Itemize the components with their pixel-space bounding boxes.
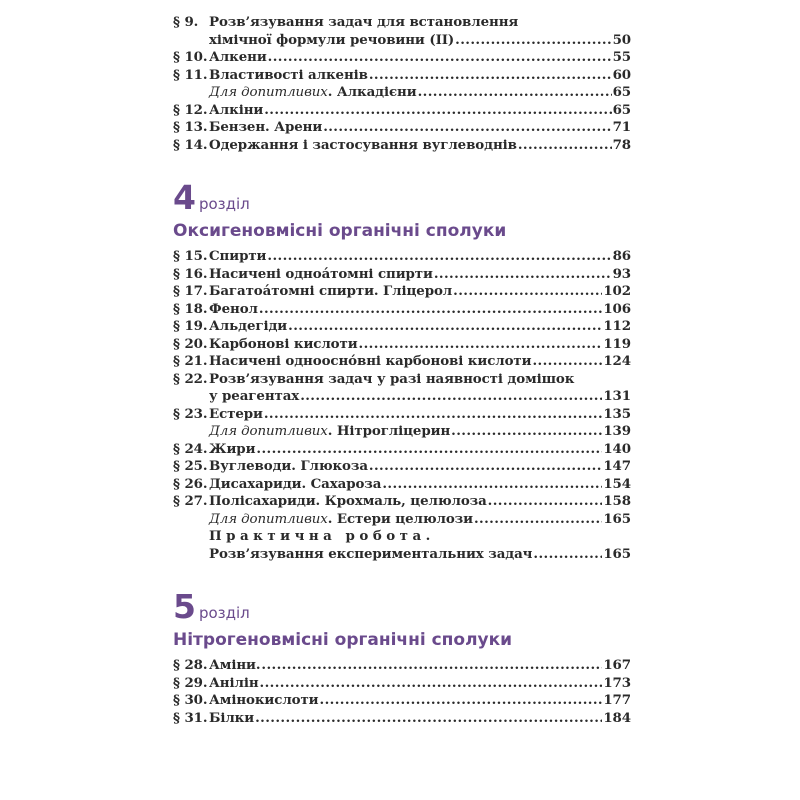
section-number: § 16. (173, 265, 208, 282)
chapter-heading (173, 178, 631, 220)
section-title: Алкіни (209, 101, 264, 118)
section-number: § 19. (173, 318, 208, 334)
section-number: § 28. (173, 657, 208, 673)
extra-title (209, 84, 417, 102)
page-number: 50 (612, 31, 631, 48)
toc-entry[interactable] (173, 353, 631, 371)
section-number: § 13. (173, 119, 208, 135)
page-number: 167 (603, 657, 631, 673)
dot-leader (369, 458, 602, 476)
toc-entry[interactable] (173, 476, 631, 494)
section-number: § 31. (173, 709, 208, 726)
toc-entry[interactable] (173, 336, 631, 354)
page-number: 124 (603, 353, 631, 369)
page-number: 165 (603, 545, 631, 562)
section-number: § 30. (173, 692, 208, 708)
dot-leader (382, 476, 602, 494)
section-title: Багатоáтомні спирти. Гліцерол (209, 283, 453, 299)
section-title: Насичені одноáтомні спирти (209, 265, 433, 282)
section-number: § 20. (173, 335, 208, 352)
extra-title (209, 423, 450, 441)
chapter-title[interactable]: Нітрогеновмісні органічні сполуки (173, 630, 513, 650)
section-title: Насичені одноосно́вні карбонові кислоти (209, 353, 532, 369)
table-of-contents (173, 14, 631, 727)
practical-label: Практична робота. (209, 528, 435, 544)
chapter-number: 5 (173, 587, 196, 626)
section-title: Жири (209, 440, 256, 457)
toc-entry[interactable] (173, 137, 631, 155)
page-number: 184 (603, 709, 631, 726)
section-title: Розв’язування задач у разі наявності домішок (209, 370, 575, 387)
page-number: 55 (612, 49, 631, 65)
toc-entry[interactable] (173, 692, 631, 710)
section-title: Дисахариди. Сахароза (209, 475, 382, 492)
toc-entry[interactable] (173, 710, 631, 728)
page-number: 158 (603, 493, 631, 509)
chapter-word: розділ (198, 604, 250, 622)
toc-entry[interactable] (173, 318, 631, 336)
dot-leader (259, 301, 602, 319)
page-number: 135 (603, 405, 631, 422)
section-title: Вуглеводи. Глюкоза (209, 458, 368, 474)
toc-entry[interactable] (173, 67, 631, 85)
page-number: 112 (603, 318, 631, 334)
section-title: Алкени (209, 49, 267, 65)
dot-leader (260, 675, 603, 693)
toc-entry[interactable] (173, 119, 631, 137)
toc-entry[interactable] (173, 14, 631, 32)
dot-leader (256, 441, 602, 459)
toc-group-chapter-5 (173, 657, 631, 727)
section-number: § 26. (173, 475, 208, 492)
dot-leader (288, 318, 602, 336)
dot-leader (434, 266, 612, 284)
chapter-title[interactable]: Оксигеновмісні органічні сполуки (173, 221, 507, 241)
dot-leader (261, 657, 602, 675)
section-title: Одержання і застосування вуглеводнів (209, 136, 517, 153)
extra-topic: . Алкадієни (327, 84, 417, 100)
section-title: Спирти (209, 248, 267, 264)
page-number: 106 (603, 300, 631, 317)
toc-entry[interactable] (173, 441, 631, 459)
toc-group-top (173, 14, 631, 154)
toc-entry[interactable] (173, 371, 631, 389)
page-number: 177 (603, 692, 631, 708)
toc-entry[interactable] (173, 458, 631, 476)
extra-label: Для допитливих (209, 85, 328, 100)
page-number: 140 (603, 440, 631, 457)
page-number: 154 (603, 475, 631, 492)
page-number: 65 (612, 84, 631, 100)
section-title: Анілін (209, 674, 259, 691)
dot-leader (474, 511, 602, 529)
page-number: 119 (603, 335, 631, 352)
toc-entry-extra[interactable] (173, 423, 631, 441)
extra-title (209, 511, 473, 529)
toc-entry[interactable] (173, 102, 631, 120)
section-title: Амінокислоти (209, 692, 319, 708)
section-number: § 24. (173, 440, 208, 457)
toc-group-chapter-4 (173, 248, 631, 563)
page-number: 60 (612, 66, 631, 83)
toc-entry-continuation[interactable] (173, 388, 631, 406)
dot-leader (267, 248, 611, 266)
dot-leader (264, 102, 611, 120)
section-title-cont: у реагентах (209, 388, 300, 404)
extra-label: Для допитливих (209, 424, 328, 439)
toc-entry-extra[interactable] (173, 511, 631, 529)
dot-leader (418, 84, 612, 102)
page-number: 139 (603, 423, 631, 439)
section-number: § 17. (173, 283, 208, 299)
section-title: Бензен. Арени (209, 119, 323, 135)
dot-leader (264, 406, 602, 424)
section-number: § 15. (173, 248, 208, 264)
section-number: § 10. (173, 49, 208, 65)
page-number: 78 (612, 136, 631, 153)
section-number: § 12. (173, 101, 208, 118)
page-number: 86 (612, 248, 631, 264)
dot-leader (453, 283, 602, 301)
page-number: 147 (603, 458, 631, 474)
dot-leader (268, 49, 612, 67)
section-title: Естери (209, 405, 263, 422)
extra-topic: . Нітрогліцерин (327, 423, 451, 439)
section-title: Полісахариди. Крохмаль, целюлоза (209, 493, 487, 509)
dot-leader (533, 546, 602, 564)
section-title: Розв’язування задач для встановлення (209, 14, 519, 30)
toc-entry[interactable] (173, 49, 631, 67)
dot-leader (255, 710, 602, 728)
page-number: 93 (612, 265, 631, 282)
toc-entry[interactable] (173, 283, 631, 301)
section-title: Фенол (209, 300, 258, 317)
section-title-cont: Розв’язування експериментальних задач (209, 545, 533, 562)
section-number: § 9. (173, 14, 199, 30)
section-number: § 11. (173, 66, 208, 83)
toc-entry-continuation[interactable] (173, 546, 631, 564)
section-number: § 27. (173, 493, 208, 509)
dot-leader (359, 336, 603, 354)
chapter-heading (173, 587, 631, 629)
section-title: Аміни. (209, 657, 261, 673)
section-number: § 22. (173, 370, 208, 387)
dot-leader (369, 67, 612, 85)
toc-entry[interactable] (173, 493, 631, 511)
page-number: 131 (603, 388, 631, 404)
section-title: Альдегіди (209, 318, 288, 334)
section-number: § 23. (173, 405, 208, 422)
section-title: Білки (209, 709, 255, 726)
toc-entry-extra[interactable] (173, 84, 631, 102)
page-number: 65 (612, 101, 631, 118)
section-number: § 25. (173, 458, 208, 474)
dot-leader (320, 692, 603, 710)
page-number: 71 (612, 119, 631, 135)
toc-entry-practical[interactable] (173, 528, 631, 546)
toc-entry[interactable] (173, 248, 631, 266)
dot-leader (488, 493, 603, 511)
page-number: 173 (603, 674, 631, 691)
toc-entry[interactable] (173, 301, 631, 319)
dot-leader (532, 353, 602, 371)
toc-entry[interactable] (173, 266, 631, 284)
dot-leader (518, 137, 612, 155)
page-number: 102 (603, 283, 631, 299)
chapter-word: розділ (198, 195, 250, 213)
section-number: § 29. (173, 674, 208, 691)
extra-topic: . Естери целюлози (327, 510, 473, 527)
dot-leader (455, 32, 611, 50)
toc-entry[interactable] (173, 657, 631, 675)
section-title-cont: хімічної формули речовини (II) (209, 31, 455, 48)
toc-entry-continuation[interactable] (173, 32, 631, 50)
section-title: Карбонові кислоти (209, 335, 358, 352)
toc-entry[interactable] (173, 675, 631, 693)
dot-leader (323, 119, 611, 137)
chapter-number: 4 (173, 178, 196, 217)
dot-leader (451, 423, 602, 441)
section-title: Властивості алкенів (209, 66, 368, 83)
dot-leader (300, 388, 602, 406)
section-number: § 21. (173, 353, 208, 369)
section-number: § 14. (173, 136, 208, 153)
toc-entry[interactable] (173, 406, 631, 424)
chapter-5-header (173, 587, 631, 651)
page-number: 165 (603, 510, 631, 527)
extra-label: Для допитливих (209, 511, 328, 527)
chapter-4-header (173, 178, 631, 242)
section-number: § 18. (173, 300, 208, 317)
